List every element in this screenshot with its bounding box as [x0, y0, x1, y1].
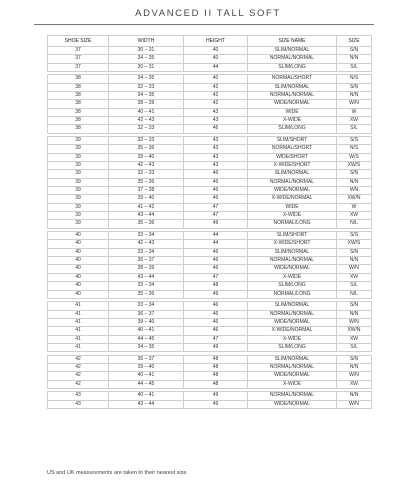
cell-size: XW: [337, 212, 372, 220]
cell-size-name: SLIM/LONG: [248, 63, 337, 71]
cell-height: 43: [184, 153, 248, 161]
header-shoe-size: SHOE SIZE: [48, 36, 109, 47]
cell-shoe-size: 39: [48, 145, 109, 153]
cell-height: 42: [184, 100, 248, 108]
table-row: [48, 240, 372, 248]
cell-height: 46: [184, 195, 248, 203]
cell-height: 46: [184, 125, 248, 133]
table-row: [48, 162, 372, 170]
cell-shoe-size: 37: [48, 55, 109, 63]
cell-size-name: WIDE/NORMAL: [248, 100, 337, 108]
cell-shoe-size: 39: [48, 195, 109, 203]
cell-size-name: SLIM/NORMAL: [248, 47, 337, 55]
header-width: WIDTH: [109, 36, 184, 47]
cell-size: S/S: [337, 232, 372, 240]
table-row: [48, 302, 372, 310]
table-row: [48, 310, 372, 318]
cell-size-name: NORMAL/SHORT: [248, 75, 337, 83]
cell-height: 40: [184, 47, 248, 55]
cell-shoe-size: 40: [48, 248, 109, 256]
cell-size-name: SLIM/NORMAL: [248, 83, 337, 91]
cell-shoe-size: 40: [48, 232, 109, 240]
cell-height: 46: [184, 327, 248, 335]
table-row: [48, 343, 372, 351]
cell-width: 33 – 34: [109, 248, 184, 256]
cell-width: 40 – 41: [109, 392, 184, 400]
size-chart-table: [47, 35, 372, 409]
cell-size: XW/S: [337, 162, 372, 170]
table-row: [48, 170, 372, 178]
cell-size: S/L: [337, 343, 372, 351]
cell-size: XW/N: [337, 195, 372, 203]
cell-width: 34 – 35: [109, 55, 184, 63]
cell-width: 37 – 38: [109, 187, 184, 195]
table-row: [48, 273, 372, 281]
table-row: [48, 363, 372, 371]
cell-height: 46: [184, 318, 248, 326]
cell-width: 32 – 33: [109, 125, 184, 133]
cell-size: S/N: [337, 248, 372, 256]
cell-size-name: NORMAL/SHORT: [248, 145, 337, 153]
size-chart-body: [48, 47, 372, 409]
cell-shoe-size: 38: [48, 108, 109, 116]
cell-size-name: X-WIDE/SHORT: [248, 162, 337, 170]
table-row: [48, 195, 372, 203]
table-row: [48, 355, 372, 363]
table-row: [48, 47, 372, 55]
table-row: [48, 232, 372, 240]
cell-shoe-size: 38: [48, 117, 109, 125]
cell-shoe-size: 41: [48, 302, 109, 310]
cell-size: N/N: [337, 310, 372, 318]
cell-width: 39 – 40: [109, 318, 184, 326]
cell-size-name: NORMAL/LONG: [248, 290, 337, 298]
cell-width: 32 – 33: [109, 137, 184, 145]
table-row: [48, 203, 372, 211]
cell-height: 40: [184, 75, 248, 83]
cell-height: 48: [184, 372, 248, 380]
cell-size-name: SLIM/NORMAL: [248, 170, 337, 178]
cell-size-name: X-WIDE/NORMAL: [248, 327, 337, 335]
cell-height: 46: [184, 257, 248, 265]
cell-size: N/N: [337, 178, 372, 186]
table-row: [48, 212, 372, 220]
cell-size: N/L: [337, 220, 372, 228]
table-row: [48, 400, 372, 408]
cell-width: 33 – 34: [109, 302, 184, 310]
table-row: [48, 282, 372, 290]
table-header-row: [48, 36, 372, 47]
cell-size-name: NORMAL/NORMAL: [248, 363, 337, 371]
cell-size: S/L: [337, 63, 372, 71]
cell-shoe-size: 41: [48, 335, 109, 343]
cell-width: 40 – 41: [109, 327, 184, 335]
cell-shoe-size: 39: [48, 162, 109, 170]
cell-shoe-size: 40: [48, 265, 109, 273]
table-row: [48, 265, 372, 273]
cell-width: 32 – 33: [109, 83, 184, 91]
cell-size: W/N: [337, 100, 372, 108]
cell-size: S/S: [337, 137, 372, 145]
cell-width: 42 – 43: [109, 117, 184, 125]
cell-height: 49: [184, 392, 248, 400]
cell-height: 48: [184, 363, 248, 371]
table-row: [48, 380, 372, 388]
cell-size: S/N: [337, 302, 372, 310]
cell-size: XW: [337, 335, 372, 343]
cell-height: 46: [184, 310, 248, 318]
cell-size-name: SLIM/LONG: [248, 282, 337, 290]
cell-size-name: X-WIDE: [248, 380, 337, 388]
cell-size-name: SLIM/NORMAL: [248, 302, 337, 310]
cell-shoe-size: 42: [48, 363, 109, 371]
cell-height: 46: [184, 187, 248, 195]
cell-size-name: SLIM/NORMAL: [248, 355, 337, 363]
title-divider: [34, 24, 374, 25]
cell-width: 32 – 33: [109, 170, 184, 178]
cell-height: 48: [184, 355, 248, 363]
cell-shoe-size: 40: [48, 282, 109, 290]
cell-size: N/S: [337, 75, 372, 83]
cell-height: 46: [184, 178, 248, 186]
cell-width: 35 – 36: [109, 178, 184, 186]
cell-shoe-size: 37: [48, 47, 109, 55]
cell-width: 42 – 43: [109, 240, 184, 248]
cell-width: 40 – 41: [109, 108, 184, 116]
table-row: [48, 145, 372, 153]
cell-size-name: X-WIDE: [248, 212, 337, 220]
cell-width: 41 – 42: [109, 203, 184, 211]
cell-size: XW: [337, 273, 372, 281]
cell-size: W/S: [337, 153, 372, 161]
cell-size-name: WIDE: [248, 108, 337, 116]
cell-shoe-size: 38: [48, 75, 109, 83]
cell-shoe-size: 39: [48, 203, 109, 211]
table-row: [48, 290, 372, 298]
cell-size-name: WIDE/NORMAL: [248, 318, 337, 326]
cell-shoe-size: 40: [48, 290, 109, 298]
cell-width: 38 – 39: [109, 100, 184, 108]
cell-width: 39 – 40: [109, 153, 184, 161]
cell-size-name: WIDE/SHORT: [248, 153, 337, 161]
cell-shoe-size: 37: [48, 63, 109, 71]
cell-width: 43 – 44: [109, 400, 184, 408]
cell-width: 35 – 36: [109, 145, 184, 153]
cell-width: 33 – 34: [109, 232, 184, 240]
cell-size-name: WIDE/NORMAL: [248, 265, 337, 273]
cell-size-name: WIDE/NORMAL: [248, 372, 337, 380]
cell-width: 36 – 37: [109, 257, 184, 265]
table-row: [48, 178, 372, 186]
cell-shoe-size: 39: [48, 220, 109, 228]
table-row: [48, 117, 372, 125]
cell-width: 42 – 43: [109, 162, 184, 170]
cell-width: 36 – 37: [109, 355, 184, 363]
cell-shoe-size: 38: [48, 92, 109, 100]
cell-size-name: NORMAL/NORMAL: [248, 310, 337, 318]
cell-size-name: WIDE: [248, 203, 337, 211]
table-row: [48, 125, 372, 133]
table-row: [48, 100, 372, 108]
cell-size-name: NORMAL/LONG: [248, 220, 337, 228]
cell-shoe-size: 43: [48, 400, 109, 408]
cell-size-name: X-WIDE: [248, 335, 337, 343]
cell-width: 40 – 41: [109, 372, 184, 380]
cell-size: W: [337, 108, 372, 116]
cell-size: W/N: [337, 400, 372, 408]
cell-height: 47: [184, 335, 248, 343]
cell-height: 49: [184, 220, 248, 228]
cell-size: XW/S: [337, 240, 372, 248]
cell-shoe-size: 40: [48, 240, 109, 248]
footnote: US and UK measurements are taken to their nearest size.: [47, 470, 188, 476]
cell-height: 47: [184, 212, 248, 220]
cell-height: 43: [184, 145, 248, 153]
cell-shoe-size: 39: [48, 178, 109, 186]
cell-height: 48: [184, 380, 248, 388]
cell-width: 43 – 44: [109, 212, 184, 220]
cell-size-name: NORMAL/NORMAL: [248, 178, 337, 186]
table-row: [48, 187, 372, 195]
page-title: ADVANCED II TALL SOFT: [135, 8, 281, 19]
cell-size: S/N: [337, 47, 372, 55]
cell-size-name: X-WIDE/SHORT: [248, 240, 337, 248]
cell-size: W/N: [337, 372, 372, 380]
cell-width: 39 – 40: [109, 195, 184, 203]
cell-shoe-size: 41: [48, 318, 109, 326]
cell-size: S/N: [337, 355, 372, 363]
cell-width: 34 – 35: [109, 75, 184, 83]
cell-size-name: X-WIDE/NORMAL: [248, 195, 337, 203]
table-row: [48, 63, 372, 71]
cell-size: W/N: [337, 318, 372, 326]
cell-size: S/N: [337, 170, 372, 178]
cell-width: 30 – 31: [109, 63, 184, 71]
cell-size: WN: [337, 187, 372, 195]
cell-size-name: NORMAL/NORMAL: [248, 55, 337, 63]
cell-shoe-size: 39: [48, 170, 109, 178]
cell-size: N/N: [337, 92, 372, 100]
cell-size: S/L: [337, 125, 372, 133]
cell-height: 43: [184, 137, 248, 145]
cell-shoe-size: 41: [48, 327, 109, 335]
cell-height: 42: [184, 92, 248, 100]
cell-size: XW: [337, 117, 372, 125]
table-row: [48, 83, 372, 91]
cell-shoe-size: 42: [48, 380, 109, 388]
cell-height: 43: [184, 108, 248, 116]
table-row: [48, 153, 372, 161]
cell-height: 44: [184, 232, 248, 240]
cell-width: 35 – 36: [109, 220, 184, 228]
table-row: [48, 55, 372, 63]
cell-shoe-size: 38: [48, 83, 109, 91]
cell-height: 46: [184, 265, 248, 273]
table-row: [48, 137, 372, 145]
cell-size: N/N: [337, 257, 372, 265]
table-row: [48, 335, 372, 343]
cell-height: 49: [184, 400, 248, 408]
cell-shoe-size: 41: [48, 343, 109, 351]
cell-width: 38 – 39: [109, 265, 184, 273]
cell-shoe-size: 39: [48, 212, 109, 220]
cell-size: N/N: [337, 392, 372, 400]
cell-size-name: X-WIDE: [248, 117, 337, 125]
cell-shoe-size: 39: [48, 153, 109, 161]
cell-size-name: SLIM/LONG: [248, 125, 337, 133]
table-row: [48, 75, 372, 83]
cell-size: N/S: [337, 145, 372, 153]
cell-shoe-size: 39: [48, 187, 109, 195]
cell-size: W/N: [337, 265, 372, 273]
table-row: [48, 92, 372, 100]
cell-width: 30 – 31: [109, 47, 184, 55]
cell-shoe-size: 39: [48, 137, 109, 145]
cell-size-name: NORMAL/NORMAL: [248, 392, 337, 400]
header-size: SIZE: [337, 36, 372, 47]
cell-size: XW/N: [337, 327, 372, 335]
cell-shoe-size: 40: [48, 257, 109, 265]
table-row: [48, 327, 372, 335]
cell-height: 46: [184, 302, 248, 310]
cell-size-name: NORMAL/NORMAL: [248, 92, 337, 100]
table-row: [48, 257, 372, 265]
cell-size-name: WIDE/NORMAL: [248, 400, 337, 408]
table-row: [48, 372, 372, 380]
header-height: HEIGHT: [184, 36, 248, 47]
cell-height: 44: [184, 240, 248, 248]
cell-height: 40: [184, 55, 248, 63]
cell-width: 44 – 45: [109, 335, 184, 343]
cell-width: 43 – 44: [109, 273, 184, 281]
cell-height: 47: [184, 273, 248, 281]
cell-width: 34 – 35: [109, 92, 184, 100]
table-row: [48, 392, 372, 400]
cell-size-name: SLIM/LONG: [248, 343, 337, 351]
cell-size: N/N: [337, 55, 372, 63]
cell-shoe-size: 42: [48, 355, 109, 363]
cell-width: 44 – 45: [109, 380, 184, 388]
table-row: [48, 248, 372, 256]
table-row: [48, 220, 372, 228]
cell-size: W: [337, 203, 372, 211]
cell-shoe-size: 43: [48, 392, 109, 400]
cell-size-name: X-WIDE: [248, 273, 337, 281]
cell-height: 46: [184, 170, 248, 178]
table-row: [48, 108, 372, 116]
cell-height: 46: [184, 248, 248, 256]
cell-height: 48: [184, 282, 248, 290]
cell-size: S/L: [337, 282, 372, 290]
cell-size: S/N: [337, 83, 372, 91]
cell-size-name: NORMAL/NORMAL: [248, 257, 337, 265]
cell-height: 43: [184, 117, 248, 125]
cell-shoe-size: 40: [48, 273, 109, 281]
cell-shoe-size: 38: [48, 100, 109, 108]
cell-size-name: SLIM/NORMAL: [248, 248, 337, 256]
cell-shoe-size: 38: [48, 125, 109, 133]
cell-width: 35 – 36: [109, 290, 184, 298]
cell-width: 34 – 35: [109, 343, 184, 351]
cell-width: 39 – 40: [109, 363, 184, 371]
cell-size-name: SLIM/SHORT: [248, 137, 337, 145]
cell-height: 47: [184, 203, 248, 211]
cell-size-name: WIDE/NORMAL: [248, 187, 337, 195]
cell-size: XW: [337, 380, 372, 388]
cell-shoe-size: 41: [48, 310, 109, 318]
cell-height: 49: [184, 290, 248, 298]
cell-size-name: SLIM/SHORT: [248, 232, 337, 240]
cell-shoe-size: 42: [48, 372, 109, 380]
cell-height: 43: [184, 162, 248, 170]
cell-height: 44: [184, 63, 248, 71]
table-row: [48, 318, 372, 326]
cell-width: 36 – 37: [109, 310, 184, 318]
cell-size: N/N: [337, 363, 372, 371]
cell-size: N/L: [337, 290, 372, 298]
cell-height: 49: [184, 343, 248, 351]
header-size-name: SIZE NAME: [248, 36, 337, 47]
cell-width: 33 – 34: [109, 282, 184, 290]
cell-height: 42: [184, 83, 248, 91]
